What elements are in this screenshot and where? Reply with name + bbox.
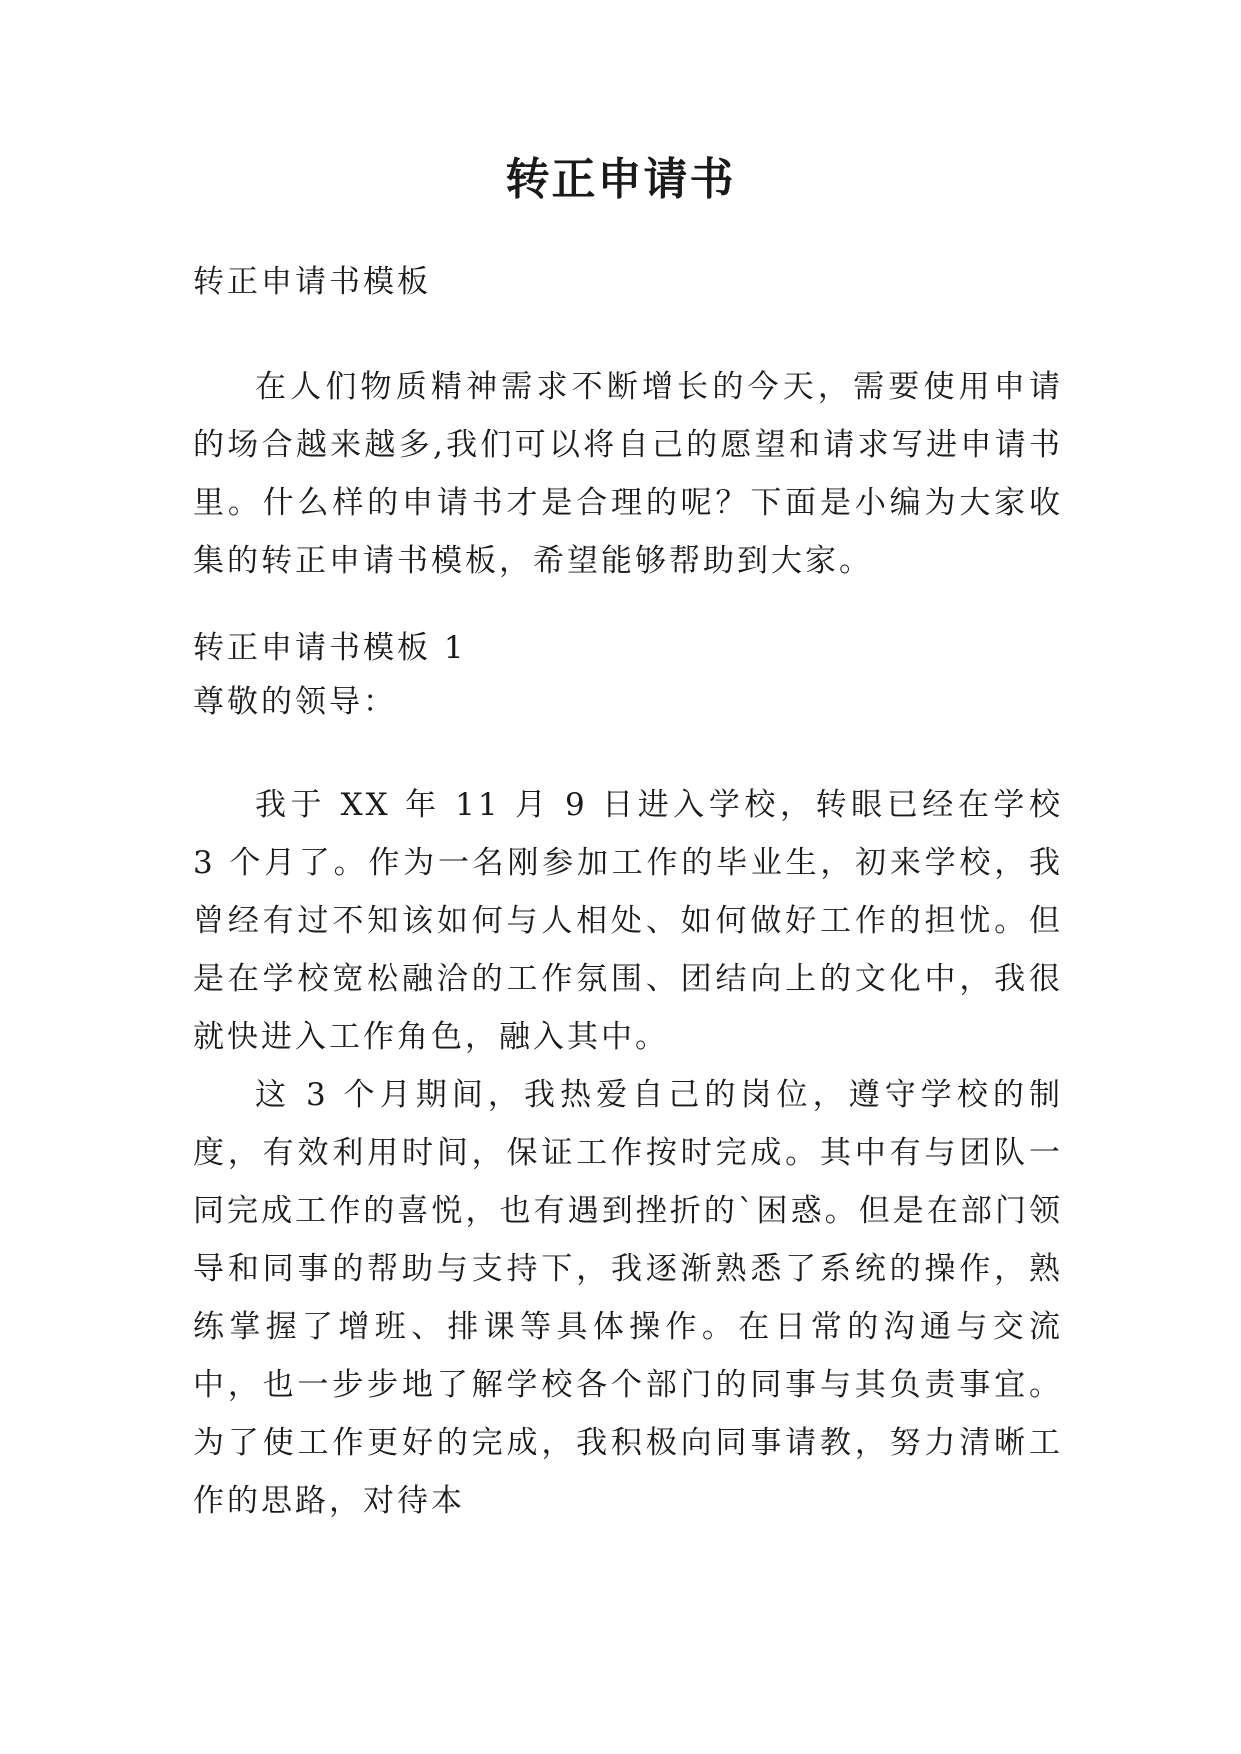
document-subtitle: 转正申请书模板 — [193, 264, 431, 300]
section-heading: 转正申请书模板 1 — [193, 630, 467, 666]
intro-paragraph: 在人们物质精神需求不断增长的今天，需要使用申请的场合越来越多,我们可以将自己的愿望和请求写进申请书里。什么样的申请书才是合理的呢？下面是小编为大家收集的转正申请书模板，希望能够帮助到大家。 — [193, 369, 1063, 579]
body-paragraph-1: 我于 XX 年 11 月 9 日进入学校，转眼已经在学校 3 个月了。作为一名刚参加工作的毕业生，初来学校，我曾经有过不知该如何与人相处、如何做好工作的担忧。但是在学校宽松融洽的工作氛围、团结向上的文化中，我很就快进入工作角色，融入其中。 — [193, 787, 1063, 1055]
body-paragraph-2: 这 3 个月期间，我热爱自己的岗位，遵守学校的制度，有效利用时间，保证工作按时完成。其中有与团队一同完成工作的喜悦，也有遇到挫折的`困惑。但是在部门领导和同事的帮助与支持下，我逐渐熟悉了系统的操作，熟练掌握了增班、排课等具体操作。在日常的沟通与交流中，也一步步地了解学校各个部门的同事与其负责事宜。为了使工作更好的完成，我积极向同事请教，努力清晰工作的思路，对待本 — [193, 1077, 1063, 1519]
document-title: 转正申请书 — [505, 154, 736, 205]
salutation: 尊敬的领导： — [193, 684, 397, 720]
